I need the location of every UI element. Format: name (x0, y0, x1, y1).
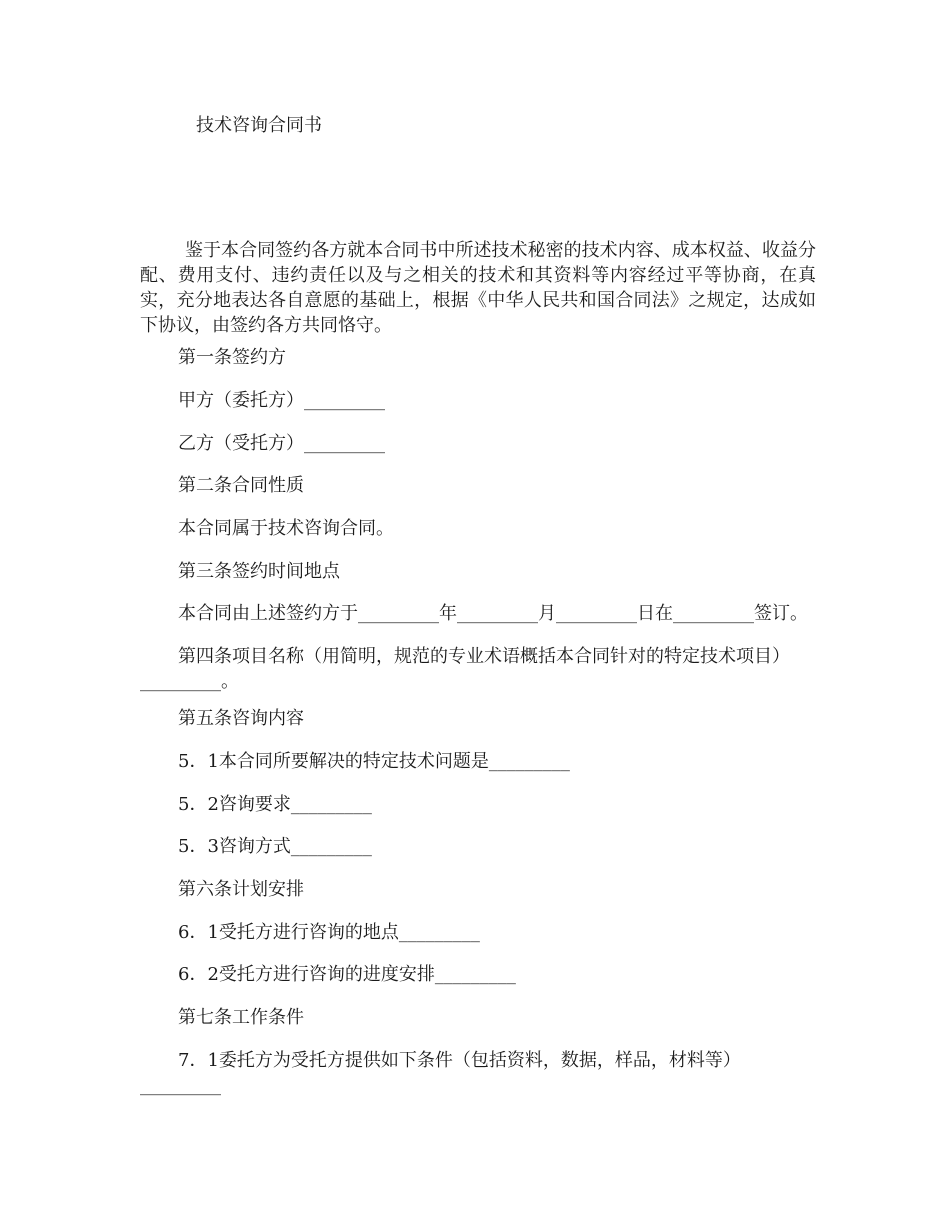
article-5-heading: 第五条咨询内容 (178, 708, 304, 729)
item-5-2: 5．2咨询要求_________ (178, 794, 372, 815)
party-b-line: 乙方（受托方）_________ (178, 433, 385, 454)
article-7-heading: 第七条工作条件 (178, 1007, 304, 1028)
article-3-heading: 第三条签约时间地点 (178, 561, 340, 582)
item-5-3: 5．3咨询方式_________ (178, 836, 372, 857)
signing-time-place-line: 本合同由上述签约方于_________年_________月_________日在_________签订。 (178, 603, 808, 624)
item-6-1: 6．1受托方进行咨询的地点_________ (178, 922, 480, 943)
article-1-heading: 第一条签约方 (178, 347, 286, 368)
article-2-heading: 第二条合同性质 (178, 475, 304, 496)
intro-paragraph: 鉴于本合同签约各方就本合同书中所述技术秘密的技术内容、成本权益、收益分配、费用支付、违约责任以及与之相关的技术和其资料等内容经过平等协商，在真实，充分地表达各自意愿的基础上，根据《中华人民共和国合同法》之规定，达成如下协议，由签约各方共同恪守。 (140, 240, 816, 336)
article-4-paragraph: 第四条项目名称（用简明，规范的专业术语概括本合同针对的特定技术项目）_________。 (140, 646, 790, 692)
item-5-1: 5．1本合同所要解决的特定技术问题是_________ (178, 751, 570, 772)
item-7-1: 7．1委托方为受托方提供如下条件（包括资料，数据，样品，材料等）_________ (140, 1050, 741, 1096)
article-6-heading: 第六条计划安排 (178, 879, 304, 900)
document-title: 技术咨询合同书 (196, 115, 322, 136)
item-6-2: 6．2受托方进行咨询的进度安排_________ (178, 964, 516, 985)
contract-nature-line: 本合同属于技术咨询合同。 (178, 518, 394, 539)
party-a-line: 甲方（委托方）_________ (178, 390, 385, 411)
